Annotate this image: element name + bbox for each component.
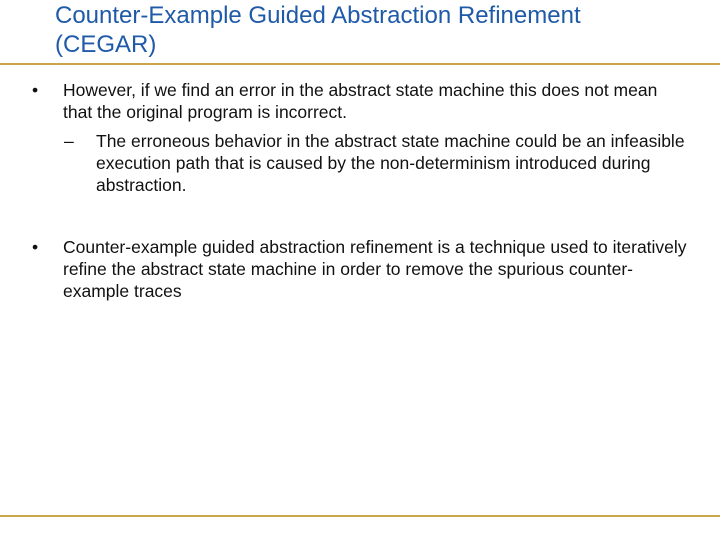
title-divider — [0, 63, 720, 65]
sub-bullet-marker: – — [64, 131, 74, 151]
footer-divider — [0, 515, 720, 517]
sub-bullet-text: The erroneous behavior in the abstract state machine could be an infeasible execution path that is caused by the non-determinism introduced during abstraction. — [96, 131, 685, 195]
bullet-text: Counter-example guided abstraction refinement is a technique used to iteratively refine the abstract state machine in order to remove the spurious counter-example traces — [63, 237, 687, 301]
slide-title: Counter-Example Guided Abstraction Refinement (CEGAR) — [55, 2, 581, 58]
bullet-marker: • — [32, 80, 39, 100]
bullet-marker: • — [32, 237, 39, 257]
bullet-text: However, if we find an error in the abstract state machine this does not mean that the original program is incorrect. — [63, 80, 658, 122]
